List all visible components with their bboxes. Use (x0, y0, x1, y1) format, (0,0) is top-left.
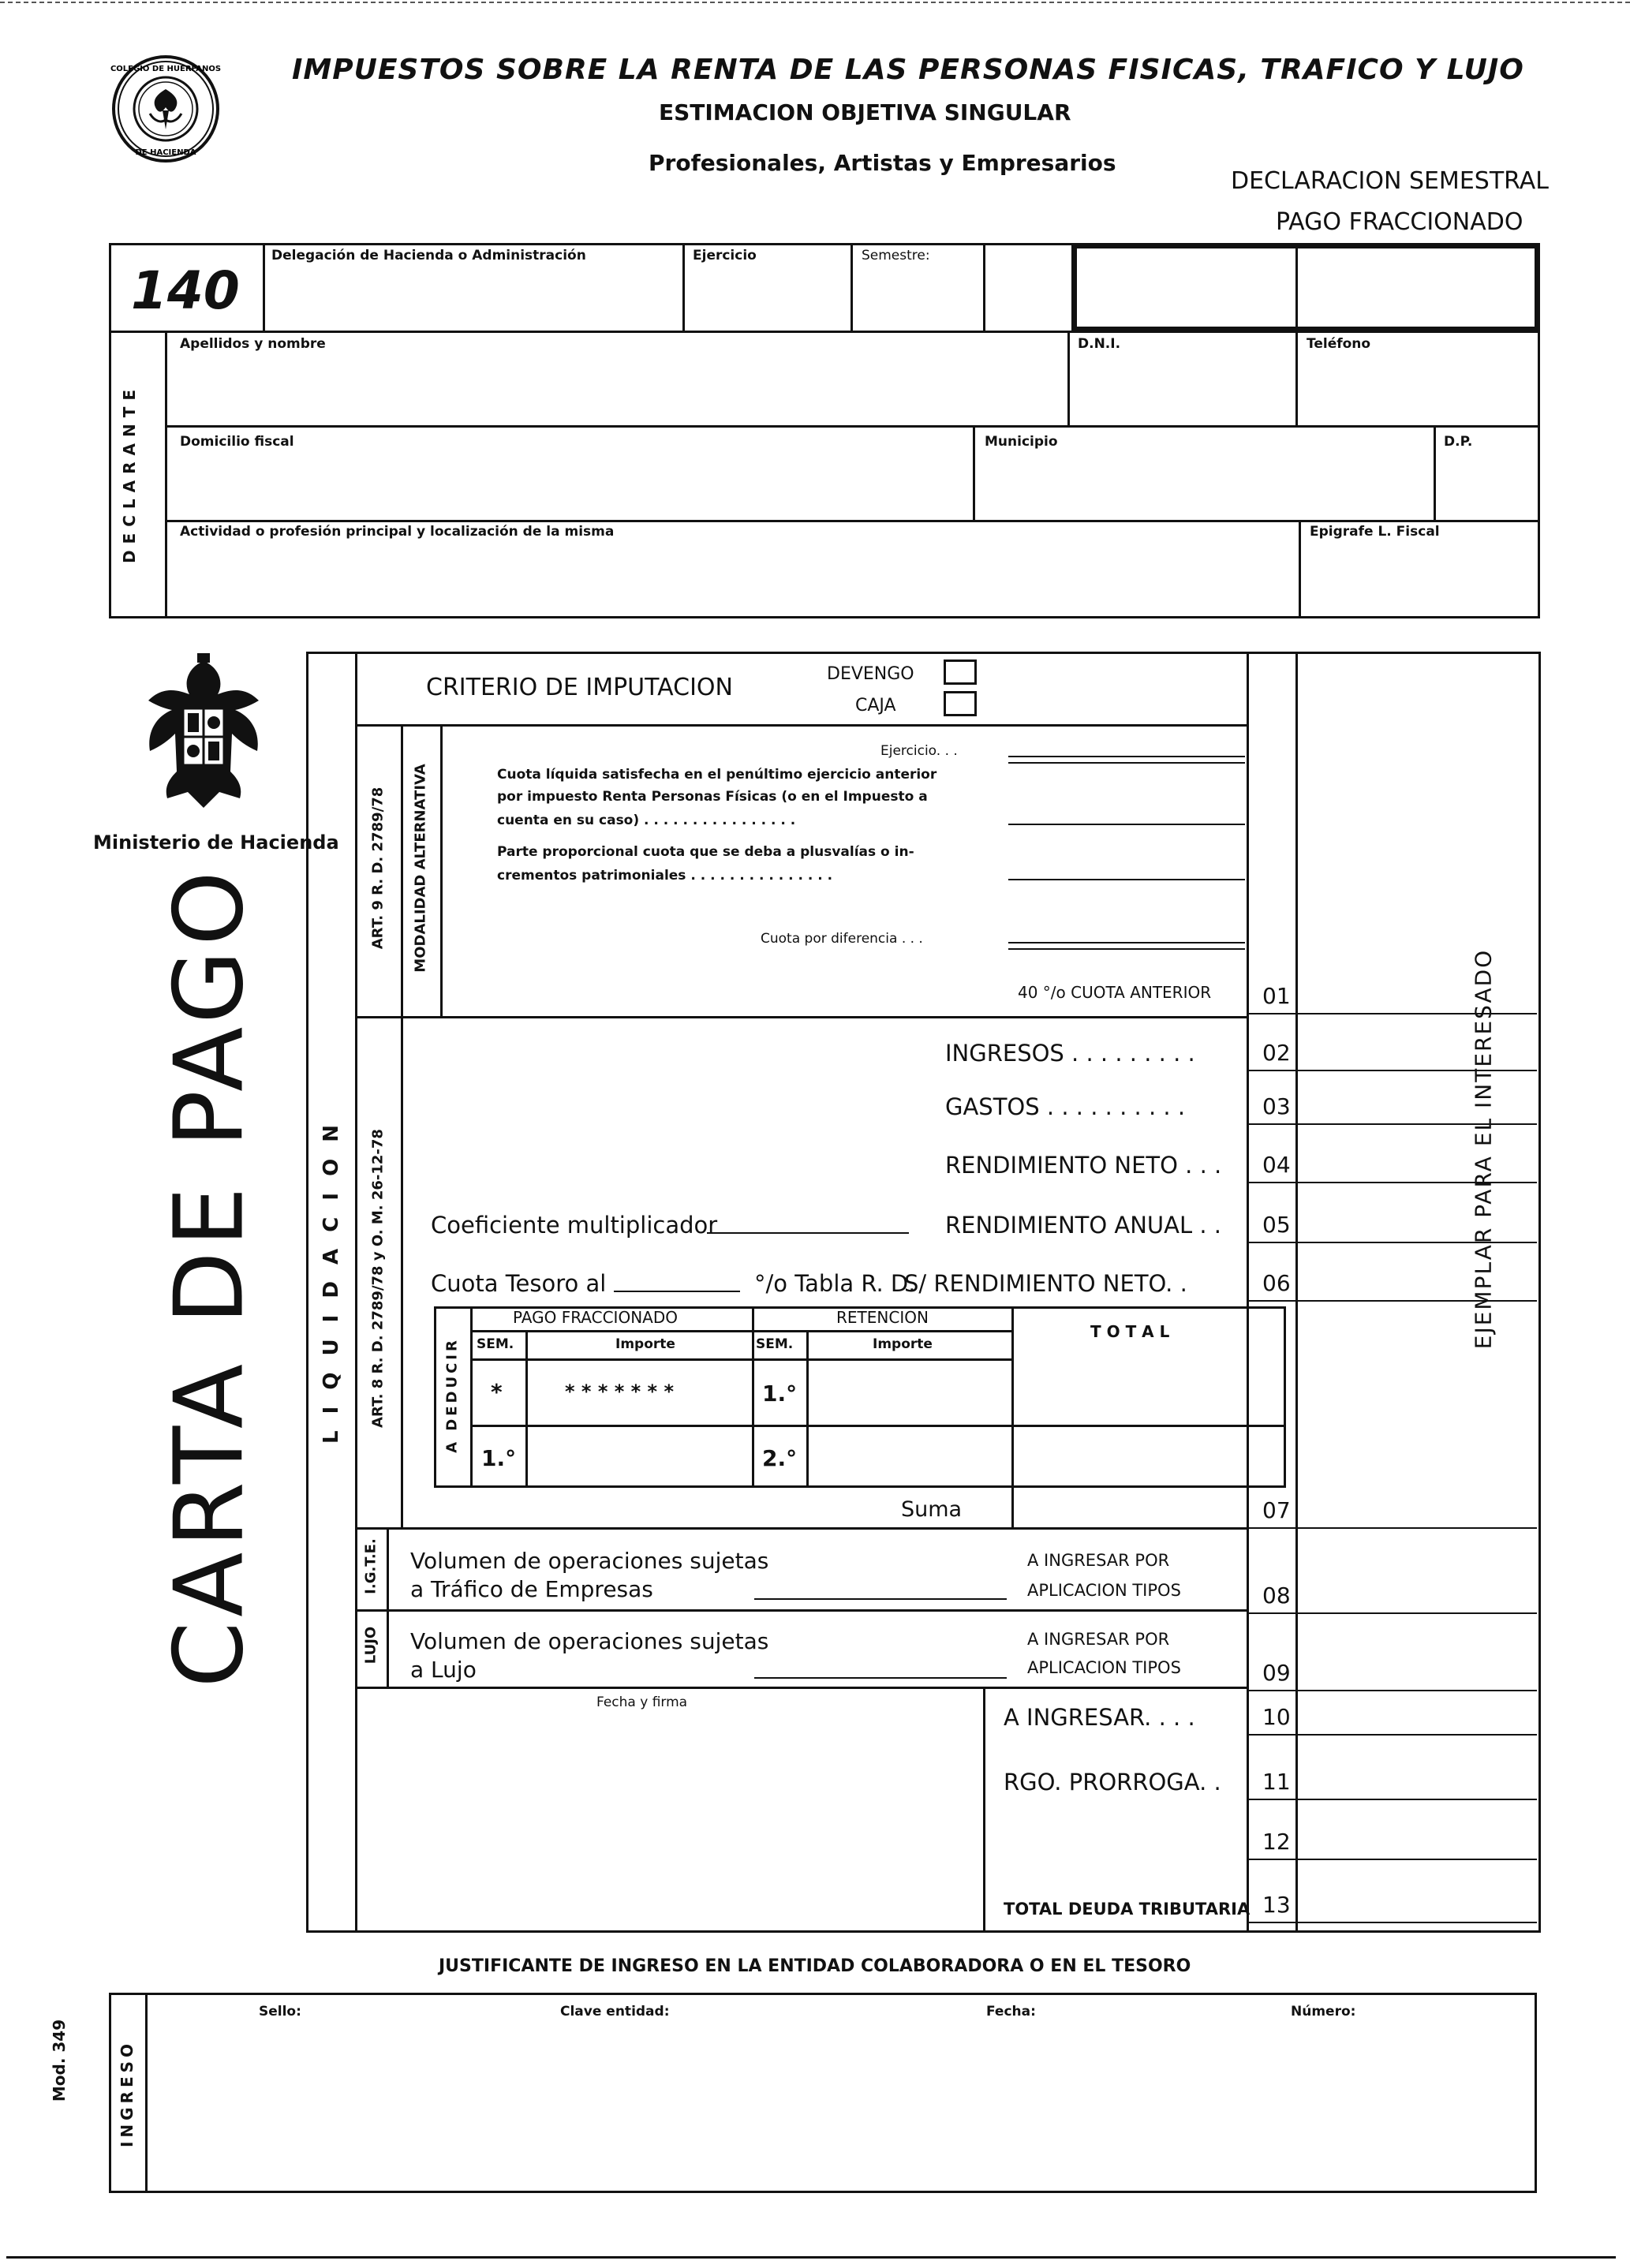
s-rend-neto-label: S/ RENDIMIENTO NETO. . (904, 1270, 1187, 1297)
model-number: Mod. 349 (50, 2019, 69, 2102)
semestre-field[interactable] (854, 268, 981, 330)
telefono-label: Teléfono (1307, 336, 1371, 352)
vol-trafico-line1: Volumen de operaciones sujetas (410, 1548, 769, 1574)
numero-field[interactable] (1262, 2024, 1535, 2190)
amount-field-13[interactable] (1299, 1889, 1535, 1920)
fecha-firma-label: Fecha y firma (596, 1694, 688, 1710)
ingresos-label: INGRESOS . . . . . . . . . (945, 1040, 1195, 1067)
code-05: 05 (1262, 1212, 1291, 1238)
code-01: 01 (1262, 983, 1291, 1009)
telefono-field[interactable] (1299, 357, 1538, 424)
actividad-label: Actividad o profesión principal y localización de la misma (180, 524, 615, 540)
amount-field-08[interactable] (1299, 1579, 1535, 1611)
ejercicio-field[interactable] (686, 268, 848, 330)
cuota-diferencia-label: Cuota por diferencia . . . (761, 931, 923, 947)
amount-field-12[interactable] (1299, 1825, 1535, 1857)
vol-lujo-line1: Volumen de operaciones sujetas (410, 1628, 769, 1654)
total-col: T O T A L (1090, 1322, 1170, 1341)
numero-label: Número: (1291, 2004, 1356, 2020)
suma-label: Suma (901, 1497, 963, 1522)
rgo-prorroga-label: RGO. PRORROGA. . (1004, 1769, 1221, 1795)
coeficiente-label: Coeficiente multiplicador (431, 1212, 718, 1239)
amount-field-09[interactable] (1299, 1657, 1535, 1688)
vol-trafico-line2: a Tráfico de Empresas (410, 1576, 653, 1602)
declarante-section-label: DECLARANTE (120, 383, 139, 564)
svg-text:DE HACIENDA: DE HACIENDA (135, 148, 196, 157)
dni-field[interactable] (1071, 357, 1293, 424)
amount-field-10[interactable] (1299, 1701, 1535, 1732)
code-08-line (1248, 1612, 1537, 1614)
cuota-liquida-line2: por impuesto Renta Personas Físicas (o en el Impuesto a (497, 789, 928, 805)
gastos-label: GASTOS . . . . . . . . . . (945, 1093, 1186, 1120)
dp-label: D.P. (1444, 434, 1473, 450)
row1-ret-sem: 1.° (762, 1381, 798, 1407)
a-ingresar-label: A INGRESAR. . . . (1004, 1704, 1195, 1731)
row1-stars: * * * * * * * (565, 1381, 674, 1403)
retencion-col: RETENCION (836, 1308, 929, 1327)
municipio-field[interactable] (977, 454, 1431, 518)
importe-col-2: Importe (873, 1336, 933, 1352)
code-08: 08 (1262, 1582, 1291, 1609)
total-deuda-label: TOTAL DEUDA TRIBUTARIA (1004, 1900, 1251, 1919)
devengo-checkbox[interactable] (944, 659, 977, 685)
fecha-label: Fecha: (986, 2004, 1036, 2020)
amount-field-03[interactable] (1299, 1090, 1535, 1122)
amount-field-06[interactable] (1299, 1267, 1535, 1298)
importe-col-1: Importe (615, 1336, 675, 1352)
amount-field-02[interactable] (1299, 1037, 1535, 1068)
justificante-heading: JUSTIFICANTE DE INGRESO EN LA ENTIDAD COLABORADORA O EN EL TESORO (439, 1956, 1191, 1976)
code-01-line (1248, 1013, 1537, 1014)
amount-field-11[interactable] (1299, 1765, 1535, 1797)
sem-col-1: SEM. (477, 1336, 514, 1352)
code-02: 02 (1262, 1040, 1291, 1066)
clave-field[interactable] (536, 2024, 931, 2190)
code-03: 03 (1262, 1093, 1291, 1119)
ministry-name: Ministerio de Hacienda (93, 831, 339, 854)
cuota-anterior-label: 40 °/o CUOTA ANTERIOR (1018, 983, 1212, 1002)
code-12: 12 (1262, 1829, 1291, 1855)
a-ingresar-por-1: A INGRESAR POR (1027, 1551, 1170, 1570)
amount-field-07[interactable] (1299, 1494, 1535, 1526)
epigrafe-label: Epigrafe L. Fiscal (1310, 524, 1440, 540)
code-07-line (1248, 1527, 1537, 1529)
code-11-line (1248, 1799, 1537, 1800)
row1-sem-asterisk: * (491, 1379, 503, 1405)
fecha-field[interactable] (939, 2024, 1254, 2190)
epigrafe-field[interactable] (1303, 544, 1538, 617)
code-12-line (1248, 1859, 1537, 1860)
total-field[interactable] (1015, 1362, 1284, 1486)
code-09: 09 (1262, 1660, 1291, 1686)
form-subtitle: ESTIMACION OBJETIVA SINGULAR (659, 99, 1071, 125)
rend-neto-label: RENDIMIENTO NETO . . . (945, 1152, 1222, 1179)
parte-line2: crementos patrimoniales . . . . . . . . . . . . . . . (497, 868, 833, 884)
ejercicio-label: Ejercicio (693, 248, 757, 263)
page-bottom-edge (6, 2256, 1616, 2259)
amount-field-05[interactable] (1299, 1209, 1535, 1240)
code-11: 11 (1262, 1769, 1291, 1795)
code-10: 10 (1262, 1704, 1291, 1730)
liquidacion-label: L I Q U I D A C I O N (320, 1120, 343, 1444)
pago-importe-field[interactable] (529, 1428, 750, 1486)
code-06: 06 (1262, 1270, 1291, 1296)
form-number: 140 (131, 260, 240, 321)
delegacion-field[interactable] (267, 268, 680, 330)
code-05-line (1248, 1242, 1537, 1243)
vol-lujo-line2: a Lujo (410, 1657, 477, 1683)
row2-ret-sem: 2.° (762, 1445, 798, 1471)
ingreso-section-label: INGRESO (118, 2039, 136, 2148)
apellidos-label: Apellidos y nombre (180, 336, 326, 352)
aplicacion-tipos-1: APLICACION TIPOS (1027, 1581, 1181, 1600)
amount-field-04[interactable] (1299, 1149, 1535, 1180)
page-top-edge (0, 2, 1630, 3)
rend-anual-label: RENDIMIENTO ANUAL . . (945, 1212, 1222, 1239)
dp-field[interactable] (1437, 454, 1538, 518)
svg-text:COLEGIO DE HUERFANOS: COLEGIO DE HUERFANOS (110, 65, 221, 73)
code-04: 04 (1262, 1152, 1291, 1178)
form-title: IMPUESTOS SOBRE LA RENTA DE LAS PERSONAS FISICAS, TRAFICO Y LUJO (292, 54, 1524, 86)
cuota-tesoro-label: Cuota Tesoro al (431, 1270, 607, 1297)
code-13: 13 (1262, 1892, 1291, 1918)
aplicacion-tipos-2: APLICACION TIPOS (1027, 1658, 1181, 1677)
amount-field-01[interactable] (1299, 980, 1535, 1011)
art9-label: ART. 9 R. D. 2789/78 (369, 787, 387, 950)
ret1-importe-field[interactable] (810, 1362, 1010, 1423)
clave-label: Clave entidad: (560, 2004, 670, 2020)
modalidad-label: MODALIDAD ALTERNATIVA (412, 764, 429, 973)
copy-label: EJEMPLAR PARA EL INTERESADO (1470, 948, 1497, 1350)
apellidos-field[interactable] (169, 357, 1065, 424)
devengo-label: DEVENGO (827, 664, 914, 684)
caja-label: CAJA (855, 696, 896, 716)
domicilio-field[interactable] (169, 454, 970, 518)
ejercicio-ref-label: Ejercicio. . . (880, 743, 958, 759)
code-03-line (1248, 1123, 1537, 1125)
domicilio-label: Domicilio fiscal (180, 434, 294, 450)
coat-of-arms-icon (133, 653, 275, 819)
code-07: 07 (1262, 1497, 1291, 1523)
row2-pago-sem: 1.° (481, 1445, 517, 1471)
code-04-line (1248, 1182, 1537, 1183)
parte-line1: Parte proporcional cuota que se deba a plusvalías o in- (497, 844, 914, 860)
form-audience: Profesionales, Artistas y Empresarios (649, 150, 1116, 176)
code-10-line (1248, 1734, 1537, 1736)
delegacion-label: Delegación de Hacienda o Administración (271, 248, 586, 263)
actividad-field[interactable] (169, 544, 1296, 617)
cuota-liquida-line3: cuenta en su caso) . . . . . . . . . . . . . . . . (497, 813, 796, 828)
code-06-line (1248, 1300, 1537, 1302)
pago-fraccionado-col: PAGO FRACCIONADO (513, 1308, 678, 1327)
sello-label: Sello: (259, 2004, 301, 2020)
ret2-importe-field[interactable] (810, 1428, 1010, 1486)
declaration-type: DECLARACION SEMESTRAL (1231, 167, 1550, 195)
cuota-liquida-line1: Cuota líquida satisfecha en el penúltimo ejercicio anterior (497, 767, 937, 783)
code-02-line (1248, 1070, 1537, 1071)
payment-type: PAGO FRACCIONADO (1276, 208, 1523, 236)
carta-de-pago-title: CARTA DE PAGO (155, 866, 265, 1688)
sem-col-2: SEM. (756, 1336, 794, 1352)
seal-logo (110, 54, 221, 164)
criterio-label: CRITERIO DE IMPUTACION (426, 674, 733, 701)
tabla-label: °/o Tabla R. D. (754, 1270, 916, 1297)
semestre-label: Semestre: (862, 248, 930, 263)
igte-label: I.G.T.E. (362, 1538, 379, 1594)
municipio-label: Municipio (985, 434, 1058, 450)
sello-field[interactable] (150, 2024, 529, 2190)
code-09-line (1248, 1690, 1537, 1691)
dni-label: D.N.I. (1078, 336, 1121, 352)
caja-checkbox[interactable] (944, 691, 977, 716)
a-ingresar-por-2: A INGRESAR POR (1027, 1630, 1170, 1649)
a-deducir-label: A DEDUCIR (443, 1337, 461, 1453)
lujo-label: LUJO (362, 1626, 379, 1665)
code-13-line (1248, 1922, 1537, 1923)
firma-field[interactable] (359, 1717, 981, 1928)
art8-label: ART. 8 R. D. 2789/78 y O. M. 26-12-78 (369, 1129, 387, 1428)
official-use-box (1071, 243, 1540, 332)
